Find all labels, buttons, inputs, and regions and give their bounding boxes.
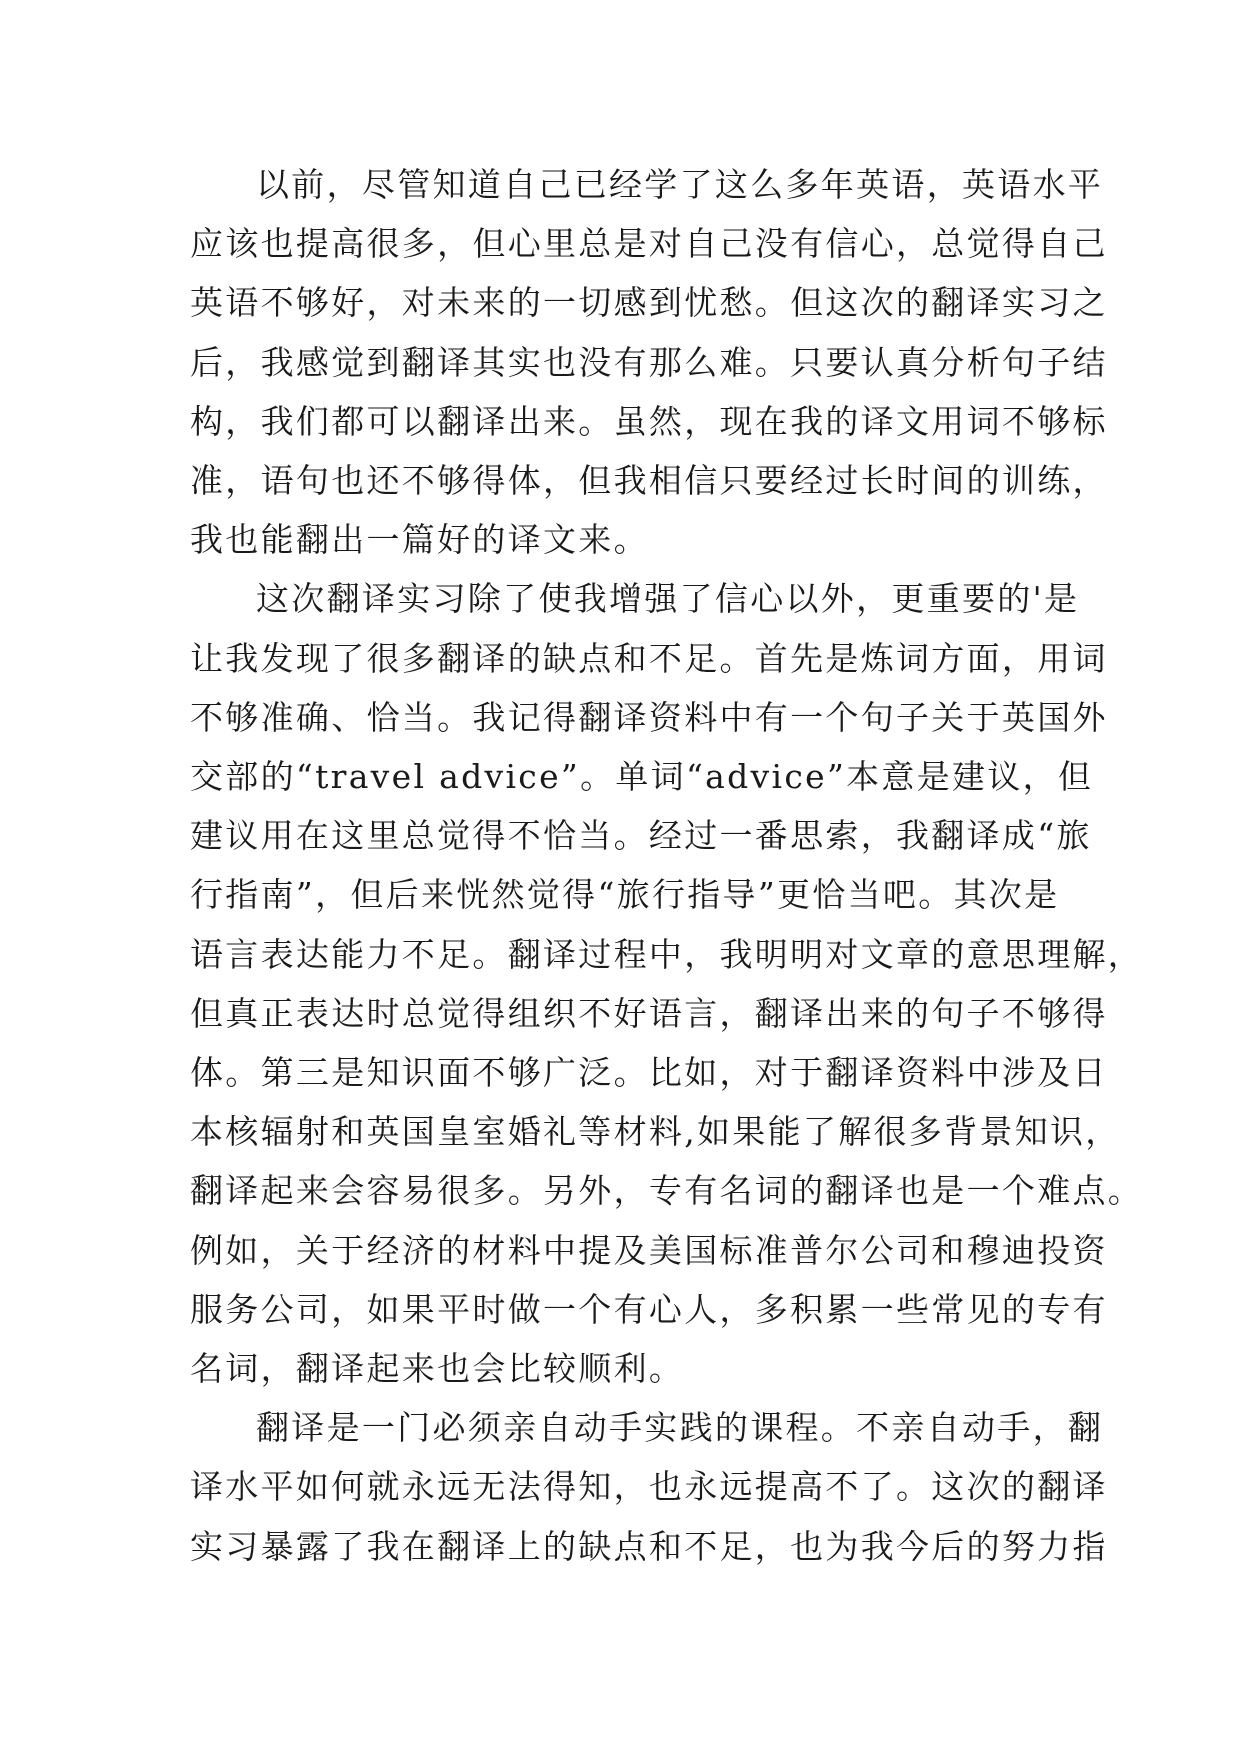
paragraph-confidence bbox=[190, 155, 1108, 569]
text-line: 实习暴露了我在翻译上的缺点和不足，也为我今后的努力指 bbox=[190, 1526, 1108, 1566]
text-line: 建议用在这里总觉得不恰当。经过一番思索，我翻译成“旅 bbox=[190, 816, 1092, 856]
paragraph-shortcomings bbox=[190, 569, 1144, 1398]
text-line: 行指南”，但后来恍然觉得“旅行指导”更恰当吧。其次是 bbox=[190, 875, 1060, 915]
text-line: 语言表达能力不足。翻译过程中，我明明对文章的意思理解， bbox=[190, 934, 1144, 974]
text-line: 这次翻译实习除了使我增强了信心以外，更重要的'是 bbox=[256, 579, 1080, 619]
text-line: 构，我们都可以翻译出来。虽然，现在我的译文用词不够标 bbox=[190, 401, 1108, 441]
text-line: 不够准确、恰当。我记得翻译资料中有一个句子关于英国外 bbox=[190, 697, 1108, 737]
text-line: 体。第三是知识面不够广泛。比如，对于翻译资料中涉及日 bbox=[190, 1053, 1108, 1093]
document-body bbox=[190, 155, 1144, 1576]
text-line: 以前，尽管知道自己已经学了这么多年英语，英语水平 bbox=[256, 165, 1104, 204]
text-line: 英语不够好，对未来的一切感到忧愁。但这次的翻译实习之 bbox=[190, 283, 1108, 323]
text-line: 后，我感觉到翻译其实也没有那么难。只要认真分析句子结 bbox=[190, 342, 1108, 382]
text-line: 名词，翻译起来也会比较顺利。 bbox=[190, 1349, 685, 1389]
text-line: 例如，关于经济的材料中提及美国标准普尔公司和穆迪投资 bbox=[190, 1230, 1108, 1270]
text-line: 本核辐射和英国皇室婚礼等材料,如果能了解很多背景知识， bbox=[190, 1112, 1121, 1152]
text-line: 准，语句也还不够得体，但我相信只要经过长时间的训练， bbox=[190, 461, 1108, 501]
text-line: 但真正表达时总觉得组织不好语言，翻译出来的句子不够得 bbox=[190, 993, 1108, 1033]
text-line: 应该也提高很多，但心里总是对自己没有信心，总觉得自己 bbox=[190, 224, 1108, 264]
text-line: 服务公司，如果平时做一个有心人，多积累一些常见的专有 bbox=[190, 1289, 1108, 1329]
paragraph-practice bbox=[190, 1398, 1108, 1576]
text-line: 翻译是一门必须亲自动手实践的课程。不亲自动手，翻 bbox=[256, 1408, 1104, 1448]
text-line: 交部的“travel advice”。单词“advice”本意是建议，但 bbox=[190, 757, 1094, 797]
text-line: 翻译起来会容易很多。另外，专有名词的翻译也是一个难点。 bbox=[190, 1171, 1144, 1211]
text-line: 让我发现了很多翻译的缺点和不足。首先是炼词方面，用词 bbox=[190, 638, 1108, 678]
text-line: 译水平如何就永远无法得知，也永远提高不了。这次的翻译 bbox=[190, 1467, 1108, 1507]
text-line: 我也能翻出一篇好的译文来。 bbox=[190, 520, 649, 560]
